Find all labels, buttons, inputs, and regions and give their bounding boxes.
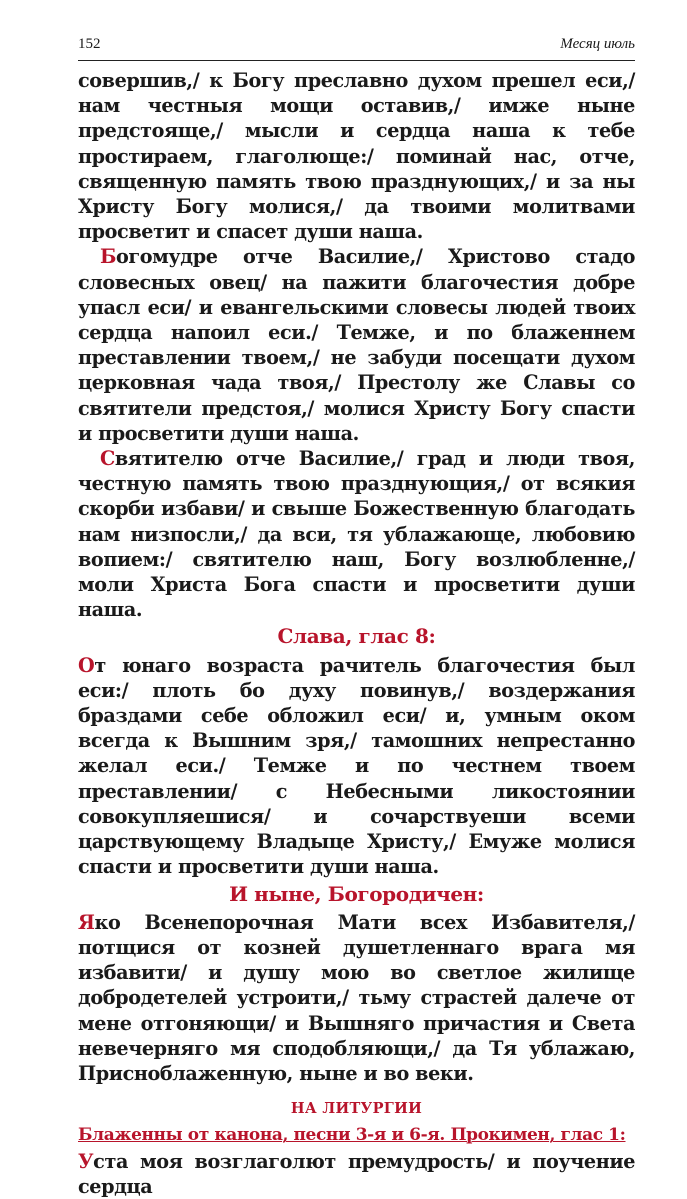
drop-initial: О bbox=[78, 653, 95, 677]
liturgy-subheading: Блаженны от канона, песни 3-я и 6-я. Прокимен, глас 1: bbox=[78, 1125, 626, 1146]
paragraph-4-text: т юнаго возраста рачитель благочестия был еси:/ плоть бо духу повинув,/ воздержания браздами себе обложил еси/ и, умным оком всегда к Вышним зря,/ тамошних непрестанно желал еси./ Темже и по честнем твоем преставлении/ с Небесными ликостоянии совокупляешися/ и сочарствуеши всеми царствующему Владыце Христу,/ Емуже молися спасти и просветити души наша. bbox=[78, 653, 635, 879]
running-title: Месяц июль bbox=[560, 36, 635, 52]
header-rule bbox=[78, 60, 635, 61]
section-heading-theotokion: И ныне, Богородичен: bbox=[229, 881, 484, 906]
paragraph-1 bbox=[78, 68, 635, 244]
drop-initial: С bbox=[100, 447, 115, 471]
liturgy-heading: НА ЛИТУРГИИ bbox=[290, 1100, 423, 1118]
paragraph-2 bbox=[78, 244, 635, 446]
paragraph-6 bbox=[78, 1149, 635, 1199]
paragraph-4 bbox=[78, 653, 635, 880]
drop-initial: Я bbox=[78, 910, 95, 934]
paragraph-2-text: огомудре отче Василие,/ Христово стадо словесных овец/ на пажити благочестия добре упасл еси/ и евангельскими словесы людей твоих сердца напоил еси./ Темже, и по блаженнем преставлении твоем,/ не забуди посещати духом церковная чада твоя,/ Престолу же Славы со святители предстоя,/ молися Христу Богу спасти и просветити души наша. bbox=[78, 245, 635, 445]
page-number: 152 bbox=[78, 36, 101, 52]
page-header bbox=[78, 36, 635, 53]
section-heading-glory: Слава, глас 8: bbox=[277, 624, 436, 649]
paragraph-3 bbox=[78, 446, 635, 622]
drop-initial: Б bbox=[100, 245, 116, 269]
paragraph-5-text: ко Всенепорочная Мати всех Избавителя,/ потщися от козней душетленнаго врага мя избавити/ и душу мою во светлое жилище добродетелей устроити,/ тьму страстей далече от мене отгоняющи/ и Вышняго причастия и Света невечерняго мя сподобляющи,/ да Тя ублажаю, Присноблаженную, ныне и во веки. bbox=[78, 910, 635, 1085]
paragraph-1-text: совершив,/ к Богу преславно духом прешел еси,/ нам честныя мощи оставив,/ имже ныне предстояще,/ мысли и сердца наша к тебе простираем, глаголюще:/ поминай нас, отче, священную память твою празднующих,/ и за ны Христу Богу молися,/ да твоими молитвами просветит и спасет души наша. bbox=[78, 69, 635, 244]
drop-initial: У bbox=[78, 1149, 94, 1173]
paragraph-3-text: вятителю отче Василие,/ град и люди твоя, честную память твою празднующия,/ от всякия скорби избави/ и свыше Божественную благодать нам низпосли,/ да вси, тя ублажающе, любовию вопием:/ святителю наш, Богу возлюбленне,/ моли Христа Бога спасти и просветити души наша. bbox=[78, 447, 635, 622]
paragraph-6-text: ста моя возглаголют премудрость/ и поучение сердца bbox=[78, 1149, 635, 1198]
page-body bbox=[78, 68, 635, 1199]
paragraph-5 bbox=[78, 910, 635, 1086]
